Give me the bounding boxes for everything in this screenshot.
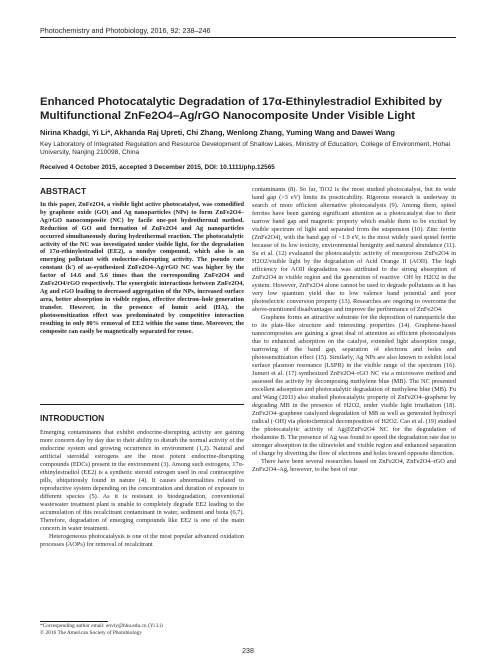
journal-citation: Photochemistry and Photobiology, 2016, 92: 238–246 [40,26,211,35]
abstract-heading: ABSTRACT [40,186,87,196]
body-paragraph: Graphene forms an attractive substrate for the deposition of nanoparticle due to its plate-like structure and interesting properties (14). Graphene-based nanocomposites are gaining a great deal of attention as efficient photocatalysts due to enhanced adsorption on the catalyst, extended light absorption range, narrowing of the band gap, separation of electrons and holes and photosensitization effect (15). Similarly, Ag NPs are also known to exhibit local surface plasmon resonance (LSPR) in the visible range of the spectrum (16). Jumeri et al. (17) synthesized ZnFe2O4–rGO NC via a microwave method and assessed the activity by decomposing methylene blue (MB). The NC presented excellent adsorption and photocatalytic degradation of methylene blue (MB). Fu and Wang (2011) also studied photocatalytic property of ZnFe2O4–graphene by degrading MB in the presence of H2O2, under visible light irradiation (18). ZnFe2O4–graphene catalyzed degradation of MB as well as generated hydroxyl radical (·OH) via photochemical decomposition of H2O2. Cao et al. (19) studied the photocatalytic activity of Ag@ZnFe2O4 NC for the degradation of rhodamine B. The presence of Ag was found to speed the degradation rate due to stronger absorption in the ultraviolet and visible region and enhanced separation of charge by diverting the flow of electrons and holes toward opposite direction. [252,314,456,457]
introduction-heading: INTRODUCTION [40,413,105,423]
affiliation: Key Laboratory of Integrated Regulation and Resource Development of Shallow Lakes, Ministry of Education, College of Environment, Hohai University, Nanjing 210098, China [40,141,451,157]
right-column-text [252,186,456,474]
intro-paragraph: Emerging contaminants that exhibit endocrine-disrupting activity are gaining more concern day by day due to their ability to disturb the normal activity of the endocrine system and growing occurrence in environment (1,2). Natural and artificial steroidal estrogens are the most potent endocrine-disrupting compounds (EDCs) present in the environment (3). Among such estrogens, 17α-ethinylestradiol (EE2) is a synthetic steroid estrogen used in oral contraceptive pills, ubiquitously found in nature (4). It causes abnormalities related to reproductive system depending on the concentration and duration of exposure to different species (5). As it is resistant to biodegradation, conventional wastewater treatment plant is unable to completely degrade EE2 leading to the accumulation of this recalcitrant contaminant in water, sediment and biota (6,7). Therefore, degradation of emerging compounds like EE2 is one of the main concern in water treatment. [40,429,244,532]
footnote [40,623,244,636]
footnote-rule [40,621,108,622]
page-number: 238 [242,648,254,655]
introduction-text [40,429,244,549]
abstract-text: In this paper, ZnFe2O4, a visible light active photocatalyst, was comodified by graphene oxide (GO) and Ag nanoparticles (NPs) to form ZnFe2O4–Ag/rGO nanocomposite (NC) by facile one-pot hydrothermal method. Reduction of GO and formation of ZnFe2O4 and Ag nanoparticles occurred simultaneously during hydrothermal reaction. The photocatalytic activity of the NC was investigated under visible light, for the degradation of 17α-ethinylestradiol (EE2), a nondye compound, which also is an emerging pollutant with endocrine-disrupting activity. The pseudo rate constant (k') of as-synthesized ZnFe2O4–Ag/rGO NC was higher by the factor of 14.6 and 5.6 times than the corresponding ZnFe2O4 and ZnFe2O4/rGO respectively. The synergistic interactions between ZnFe2O4, Ag and rGO leading to decreased aggregation of the NPs, increased surface area, better absorption in visible region, effective electron–hole generation transfer. However, in the presence of humic acid (HA), the photosensitization effect was predominated by competitive interaction resulting in only 80% removal of EE2 within the same time. Moreover, the composite can easily be magnetically separated for reuse. [40,201,244,335]
body-paragraph: contaminants (8). So far, TiO2 is the most studied photocatalyst, but its wide band gap (>3 eV) limits its practicability. Rigorous research is underway in search of more efficient alternative photocatalysts (9). Among them, spinel ferrites have been gaining significant attention as a photocatalyst due to their narrow band gap and magnetic property which enable them to be excited by visible spectrum of light and separated from the suspension (10). Zinc ferrite (ZnFe2O4), with the band gap of ~1.9 eV, is the most widely used spinel ferrite because of its low toxicity, environmental benignity and natural abundance (11). Su et al. (12) evaluated the photocatalytic activity of mesoporous ZnFe2O4 in H2O2/visible light by the degradation of Acid Orange II (AOII). The high efficiency for AOII degradation was attributed to the strong absorption of ZnFe2O4 in visible region and the generation of reactive ·OH by H2O2 in the system. However, ZnFe2O4 alone cannot be used to degrade pollutants as it has very low quantum yield due to low valence band potential and poor photoelectric conversion property (13). Researches are ongoing to overcome the above-mentioned disadvantages and improve the performance of ZnFe2O4. [252,186,456,313]
author-list: Nirina Khadgi, Yi Li*, Akhanda Raj Upreti, Chi Zhang, Wenlong Zhang, Yuming Wang and Dawei Wang [40,128,395,137]
received-dates: Received 4 October 2015, accepted 3 December 2015, DOI: 10.1111/php.12565 [40,164,275,171]
corresponding-author: *Corresponding author email: envly@hhu.edu.cn (Yi Li) [40,623,163,629]
copyright-line: © 2016 The American Society of Photobiology [40,629,142,636]
article-title: Enhanced Photocatalytic Degradation of 17α-Ethinylestradiol Exhibited by Multifunctional ZnFe2O4–Ag/rGO Nanocomposite Under Visible Light [40,96,442,122]
title-rule [40,178,456,179]
intro-paragraph: Heterogeneous photocatalysis is one of the most popular advanced oxidation processes (AOPs) for removal of recalcitrant [40,533,244,548]
body-paragraph: There have been several researches based on ZnFe2O4, ZnFe2O4–rGO and ZnFe2O4–Ag, however, to the best of our [252,458,456,473]
abstract-rule [40,404,244,405]
header-rule [40,37,456,38]
